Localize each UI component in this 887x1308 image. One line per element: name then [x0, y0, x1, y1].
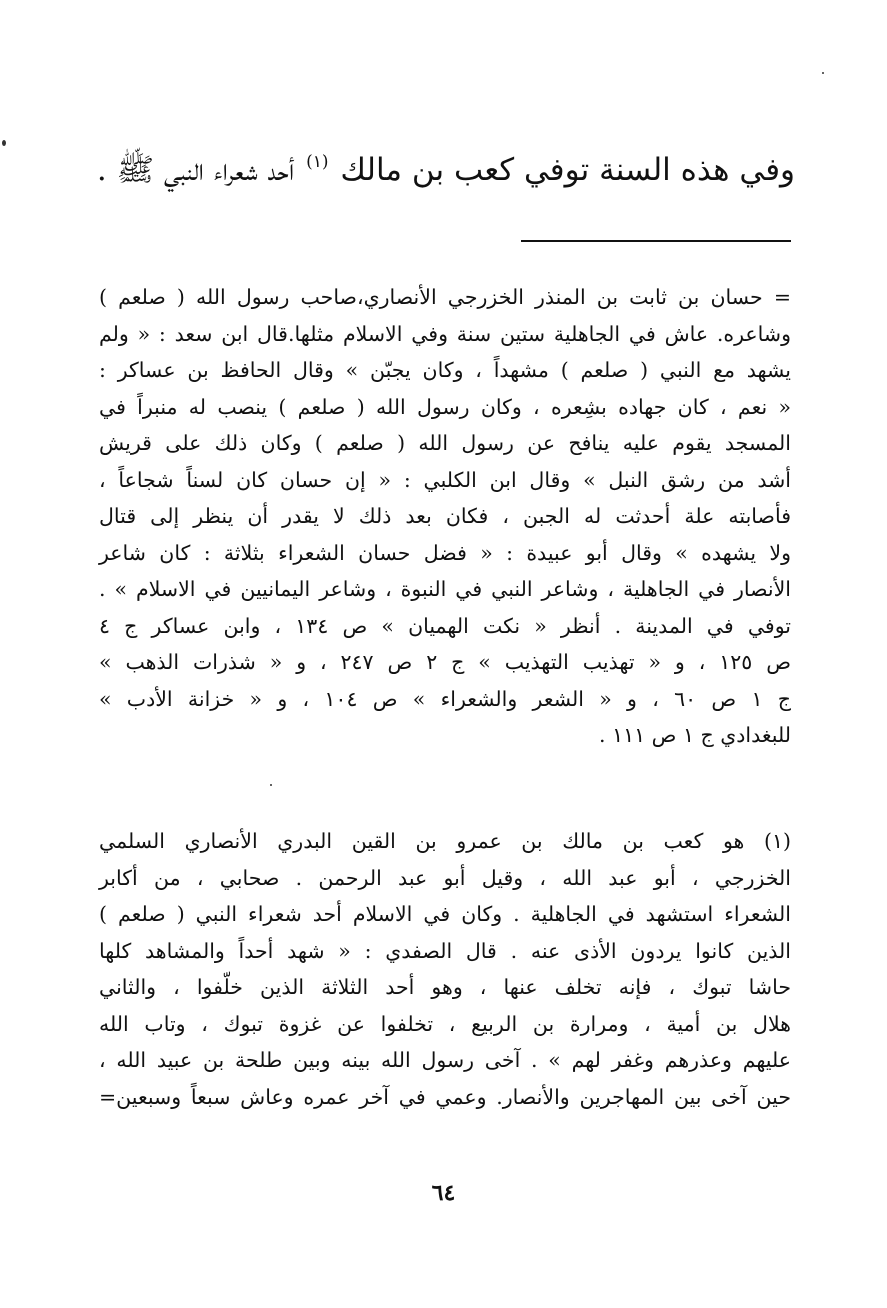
footnote-line: وشاعره. عاش في الجاهلية ستين سنة وفي الاسلام مثلها.قال ابن سعد : « ولم: [99, 321, 791, 346]
scan-speck: [2, 140, 6, 146]
footnote-line: أشد من رشق النبل » وقال ابن الكلبي : « إن حسان كان لسناً شجاعاً ،: [99, 467, 791, 492]
page-number: ٦٤: [431, 1180, 456, 1206]
footnote-line: الأنصار في الجاهلية ، وشاعر النبي في النبوة ، وشاعر اليمانيين في الاسلام » .: [99, 577, 791, 601]
footnote-line: = حسان بن ثابت بن المنذر الخزرجي الأنصاري،صاحب رسول الله ( صلعم ): [99, 285, 791, 309]
main-text-after: أحد شعراء النبي ﷺ .: [96, 152, 295, 188]
footnote-line: حاشا تبوك ، فإنه تخلف عنها ، وهو أحد الثلاثة الذين خلّفوا ، والثاني: [99, 975, 791, 999]
main-text-line: [75, 140, 795, 192]
footnote-line: عليهم وعذرهم وغفر لهم » . آخى رسول الله بينه وبين طلحة بن عبيد الله ،: [99, 1048, 791, 1072]
footnote-line: « نعم ، كان جهاده بشِعره ، وكان رسول الله ( صلعم ) ينصب له منبراً في: [99, 394, 791, 419]
footnote-line: الذين كانوا يردون الأذى عنه . قال الصفدي : « شهد أحداً والمشاهد كلها: [99, 938, 791, 963]
footnote-continued-block: [99, 279, 791, 754]
scan-speck: [822, 72, 824, 74]
footnote-line: فأصابته علة أحدثت له الجبن ، فكان بعد ذلك لا يقدر أن ينظر إلى قتال: [99, 504, 791, 528]
footnote-1-block: [99, 823, 791, 1115]
footnote-line: الشعراء استشهد في الجاهلية . وكان في الاسلام أحد شعراء النبي ( صلعم ): [99, 902, 791, 926]
footnote-marker: (١): [306, 152, 329, 172]
footnote-line: ص ١٢٥ ، و « تهذيب التهذيب » ج ٢ ص ٢٤٧ ، و « شذرات الذهب »: [99, 650, 791, 674]
scan-speck: [270, 784, 272, 786]
footnote-line: يشهد مع النبي ( صلعم ) مشهداً ، وكان يجبّن » وقال الحافظ بن عساكر :: [99, 358, 791, 382]
main-text-before: وفي هذه السنة توفي كعب بن مالك: [340, 152, 795, 188]
footnote-line: المسجد يقوم عليه ينافح عن رسول الله ( صلعم ) وكان ذلك على قريش: [99, 431, 791, 455]
footnote-line: ج ١ ص ٦٠ ، و « الشعر والشعراء » ص ١٠٤ ، و « خزانة الأدب »: [99, 686, 791, 711]
footnote-line: هلال بن أمية ، ومرارة بن الربيع ، تخلفوا عن غزوة تبوك ، وتاب الله: [99, 1011, 791, 1036]
footnote-line: ولا يشهده » وقال أبو عبيدة : « فضل حسان الشعراء بثلاثة : كان شاعر: [99, 540, 791, 565]
footnote-line: توفي في المدينة . أنظر « نكت الهميان » ص ١٣٤ ، وابن عساكر ج ٤: [99, 613, 791, 638]
footnote-line: (١) هو كعب بن مالك بن عمرو بن القين البدري الأنصاري السلمي: [99, 829, 791, 853]
footnote-separator-rule: [521, 240, 791, 242]
footnote-line: الخزرجي ، أبو عبد الله ، وقيل أبو عبد الرحمن . صحابي ، من أكابر: [99, 865, 791, 890]
footnote-line: للبغدادي ج ١ ص ١١١ .: [599, 723, 791, 747]
footnote-line: حين آخى بين المهاجرين والأنصار. وعمي في آخر عمره وعاش سبعاً وسبعين=: [99, 1084, 791, 1109]
